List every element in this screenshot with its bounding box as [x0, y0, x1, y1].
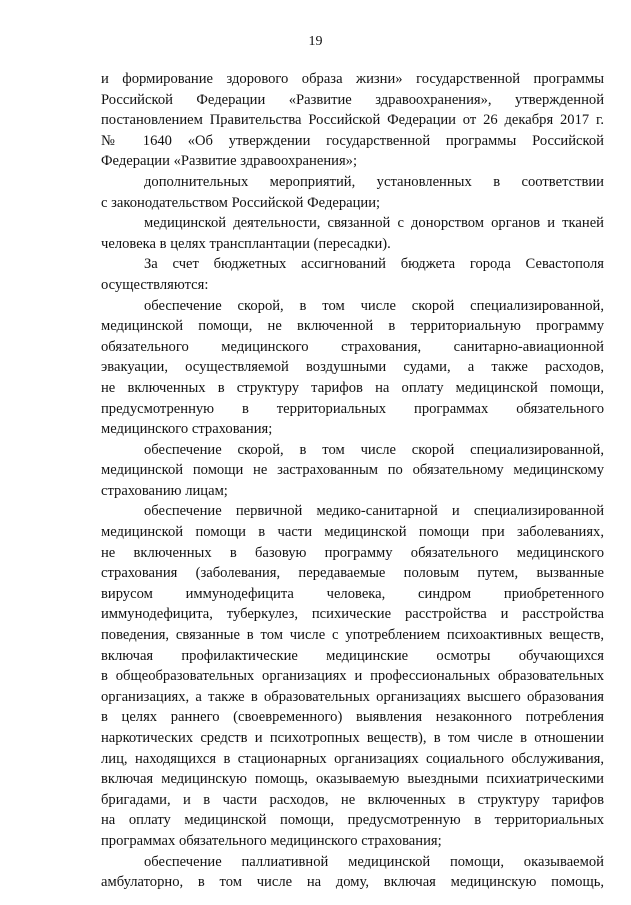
text-line: человека в целях трансплантации (пересадки). [101, 235, 391, 252]
text-line: и формирование здорового образа жизни» государственной программы [101, 71, 604, 87]
text-line: медицинской помощи не застрахованным по обязательному медицинскому [101, 462, 604, 479]
text-line: организациях, а также в образовательных организациях высшего образования [101, 688, 604, 705]
body-text [101, 69, 604, 893]
text-line: страхованию лицам; [101, 482, 228, 499]
text-line: постановлением Правительства Российской Федерации от 26 декабря 2017 г. [101, 112, 604, 129]
text-line: страхования (заболевания, передаваемые половым путем, вызванные [101, 565, 604, 582]
text-line: дополнительных мероприятий, установленных в соответствии [144, 173, 604, 190]
text-line: иммунодефицита, туберкулез, психические расстройства и расстройства [101, 606, 604, 623]
text-line: эвакуации, осуществляемой воздушными судами, а также расходов, [101, 359, 604, 376]
text-line: медицинского страхования; [101, 421, 273, 438]
page-number: 19 [308, 34, 323, 49]
text-line: медицинской помощи в части медицинской помощи при заболеваниях, [101, 524, 604, 541]
text-line: не включенных в базовую программу обязательного медицинского [101, 544, 604, 561]
text-line: За счет бюджетных ассигнований бюджета города Севастополя [144, 256, 604, 273]
text-line: № 1640 «Об утверждении государственной программы Российской [101, 132, 604, 149]
text-line: наркотических средств и психотропных веществ), в том числе в отношении [101, 730, 604, 746]
text-line: программах обязательного медицинского страхования; [101, 832, 442, 849]
text-line: обеспечение скорой, в том числе скорой специализированной, [144, 297, 604, 314]
text-line: медицинской деятельности, связанной с донорством органов и тканей [144, 215, 604, 232]
text-line: поведения, связанные в том числе с употреблением психоактивных веществ, [101, 627, 604, 644]
text-line: включая профилактические медицинские осмотры обучающихся [101, 647, 604, 664]
text-line: амбулаторно, в том числе на дому, включая медицинскую помощь, [101, 874, 604, 891]
text-line: обязательного медицинского страхования, санитарно-авиационной [101, 338, 604, 355]
text-line: бригадами, и в части расходов, не включенных в структуру тарифов [101, 791, 604, 808]
text-line: Российской Федерации «Развитие здравоохранения», утвержденной [101, 91, 604, 108]
text-line: медицинской помощи, не включенной в территориальную программу [101, 318, 604, 335]
text-line: вирусом иммунодефицита человека, синдром приобретенного [101, 585, 604, 602]
text-line: в целях раннего (своевременного) выявления незаконного потребления [101, 709, 604, 726]
text-line: предусмотренную в территориальных программах обязательного [101, 400, 604, 417]
text-line: обеспечение паллиативной медицинской помощи, оказываемой [144, 853, 604, 870]
text-line: в общеобразовательных организациях и профессиональных образовательных [101, 668, 604, 685]
text-line: осуществляются: [101, 276, 209, 293]
text-line: обеспечение первичной медико-санитарной и специализированной [144, 503, 604, 520]
text-line: обеспечение скорой, в том числе скорой специализированной, [144, 441, 604, 458]
text-line: на оплату медицинской помощи, предусмотренную в территориальных [101, 812, 604, 829]
text-line: не включенных в структуру тарифов на оплату медицинской помощи, [101, 379, 604, 396]
text-line: с законодательством Российской Федерации; [101, 194, 381, 211]
text-line: Федерации «Развитие здравоохранения»; [101, 153, 358, 170]
text-line: включая медицинскую помощь, оказываемую выездными психиатрическими [101, 771, 604, 788]
text-line: лиц, находящихся в стационарных организациях социального обслуживания, [101, 750, 604, 767]
